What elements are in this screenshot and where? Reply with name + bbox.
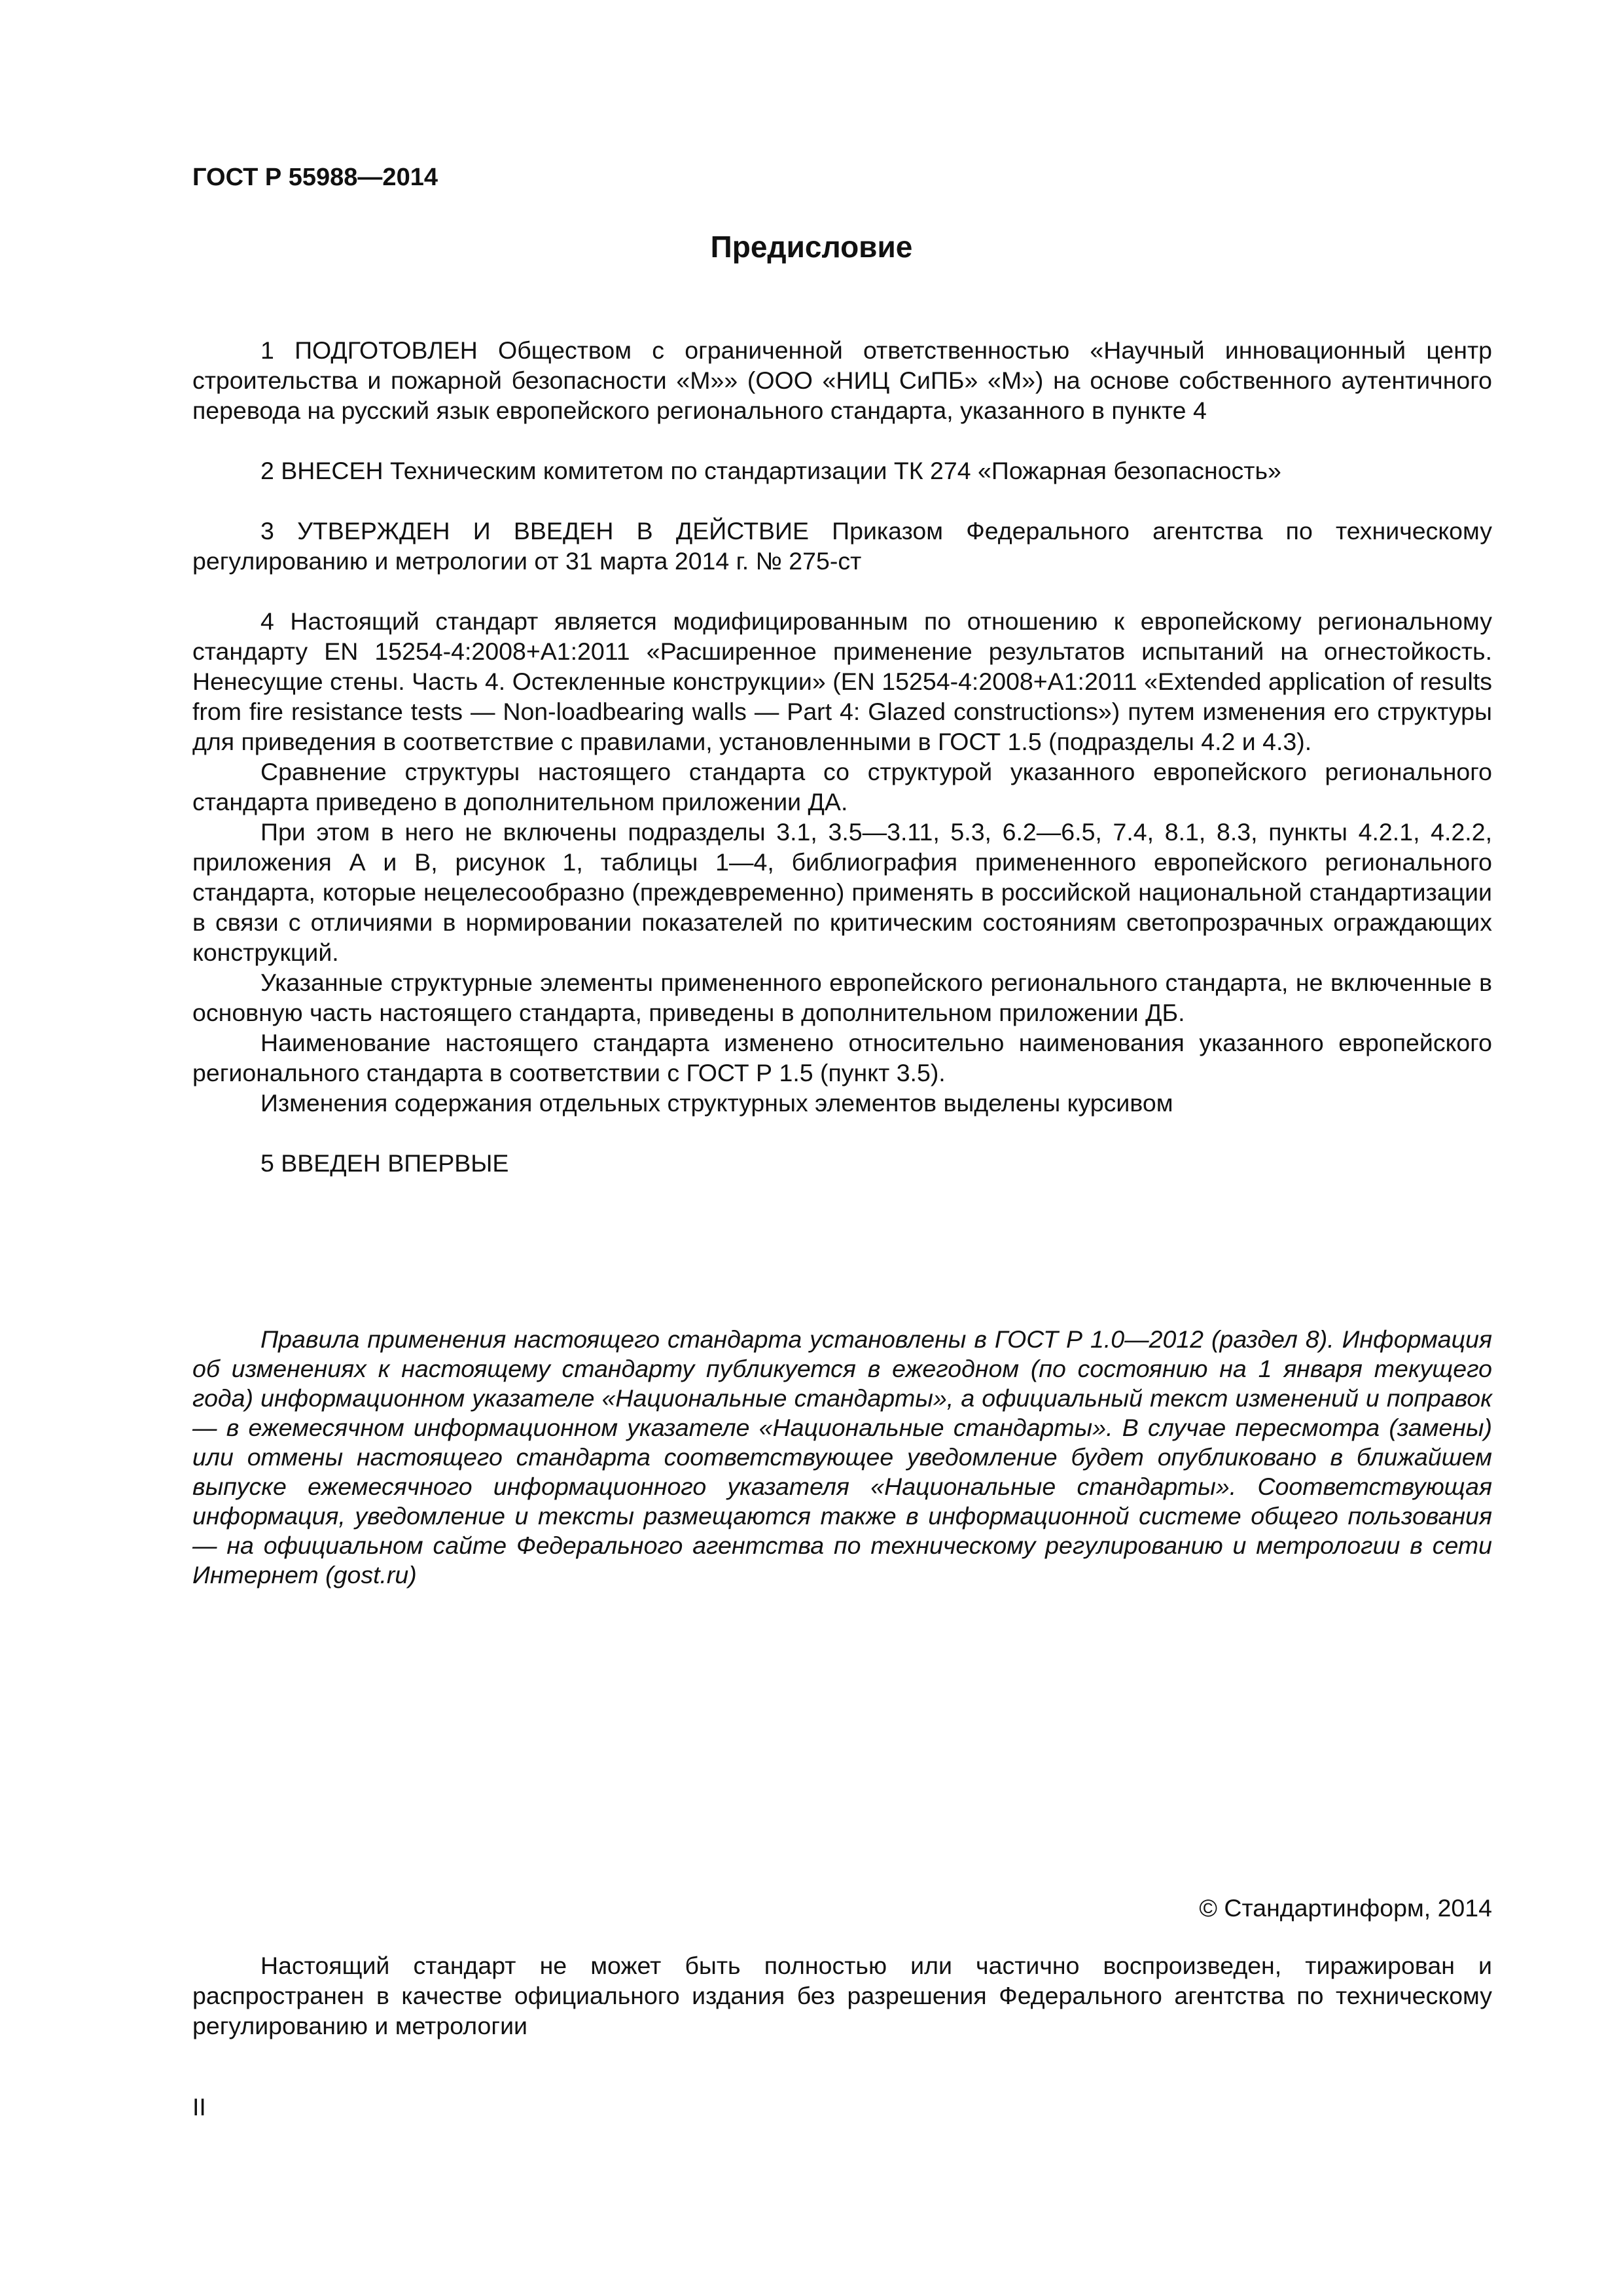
paragraph-5: 5 ВВЕДЕН ВПЕРВЫЕ	[260, 1149, 509, 1177]
paragraph-4-exclusions: При этом в него не включены подразделы 3.1, 3.5—3.11, 5.3, 6.2—6.5, 7.4, 8.1, 8.3, пункты 4.2.1, 4.2.2, приложения А и В, рисунок 1, таблицы 1—4, библиография примененного европейского регионального стандарта, которые нецелесообразно (преждевременно) применять в российской национальной стандартизации в связи с отличиями в нормировании показателей по критическим состояниям светопрозрачных ограждающих конструкций.	[192, 818, 1492, 966]
paragraph-2: 2 ВНЕСЕН Техническим комитетом по стандартизации ТК 274 «Пожарная безопасность»	[260, 457, 1281, 484]
paragraph-4: 4 Настоящий стандарт является модифицированным по отношению к европейскому региональному стандарту EN 15254-4:2008+A1:2011 «Расширенное применение результатов испытаний на огнестойкость. Ненесущие стены. Часть 4. Остекленные конструкции» (EN 15254-4:2008+A1:2011 «Extended application of results from fire resistance tests — Non-loadbearing walls — Part 4: Glazed constructions») путем изменения его структуры для приведения в соответствие с правилами, установленными в ГОСТ 1.5 (подразделы 4.2 и 4.3).	[192, 607, 1492, 755]
paragraph-4-elements: Указанные структурные элементы примененного европейского регионального стандарта, не включенные в основную часть настоящего стандарта, приведены в дополнительном приложении ДБ.	[192, 969, 1492, 1026]
application-notice: Правила применения настоящего стандарта установлены в ГОСТ Р 1.0—2012 (раздел 8). Информация об изменениях к настоящему стандарту публикуется в ежегодном (по состоянию на 1 января текущего года) информационном указателе «Национальные стандарты», а официальный текст изменений и поправок — в ежемесячном информационном указателе «Национальные стандарты». В случае пересмотра (замены) или отмены настоящего стандарта соответствующее уведомление будет опубликовано в ближайшем выпуске ежемесячного информационного указателя «Национальные стандарты». Соответствующая информация, уведомление и тексты размещаются также в информационной системе общего пользования — на официальном сайте Федерального агентства по техническому регулированию и метрологии в сети Интернет (gost.ru)	[192, 1325, 1492, 1588]
paragraph-3: 3 УТВЕРЖДЕН И ВВЕДЕН В ДЕЙСТВИЕ Приказом Федерального агентства по техническому регулированию и метрологии от 31 марта 2014 г. № 275-ст	[192, 517, 1492, 575]
page-number: II	[192, 2093, 206, 2121]
paragraph-1: 1 ПОДГОТОВЛЕН Обществом с ограниченной ответственностью «Научный инновационный центр строительства и пожарной безопасности «М»» (ООО «НИЦ СиПБ» «М») на основе собственного аутентичного перевода на русский язык европейского регионального стандарта, указанного в пункте 4	[192, 336, 1492, 424]
paragraph-4-italics: Изменения содержания отдельных структурных элементов выделены курсивом	[260, 1089, 1173, 1117]
paragraph-4-name: Наименование настоящего стандарта изменено относительно наименования указанного европейского регионального стандарта в соответствии с ГОСТ Р 1.5 (пункт 3.5).	[192, 1029, 1492, 1086]
foreword-body	[192, 335, 1492, 1178]
standard-id: ГОСТ Р 55988—2014	[192, 164, 438, 191]
paragraph-4-comparison: Сравнение структуры настоящего стандарта со структурой указанного европейского регионального стандарта приведено в дополнительном приложении ДА.	[192, 758, 1492, 816]
copyright: © Стандартинформ, 2014	[1199, 1894, 1492, 1922]
reproduction-notice: Настоящий стандарт не может быть полностью или частично воспроизведен, тиражирован и распространен в качестве официального издания без разрешения Федерального агентства по техническому регулированию и метрологии	[192, 1952, 1492, 2039]
page-title: Предисловие	[710, 230, 913, 264]
